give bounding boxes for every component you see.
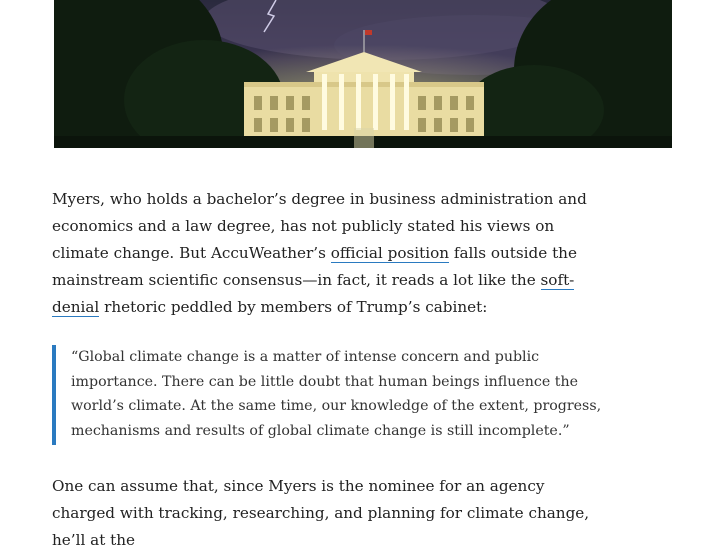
paragraph-text: falls outside the mainstream scientific consensus—in fact, it reads a lot like the <box>52 244 577 289</box>
paragraph-text: Myers, who holds a bachelor’s degree in business administration and economics and a law degree, has not publicly stated his views on climate change. But AccuWeather’s <box>52 190 587 262</box>
hero-image <box>54 0 672 148</box>
white-house-illustration <box>54 0 672 148</box>
official-position-link[interactable]: official position <box>330 244 450 262</box>
article-paragraph: One can assume that, since Myers is the nominee for an agency charged with tracking, researching, and planning for climate change, he’ll at the <box>52 477 590 549</box>
flag <box>365 30 372 35</box>
paragraph-text: rhetoric peddled by members of Trump’s cabinet: <box>99 298 488 316</box>
soft-denial-link[interactable]: soft-denial <box>52 271 575 316</box>
blockquote: “Global climate change is a matter of intense concern and public importance. There can be little doubt that human beings influence the world’s climate. At the same time, our knowledge of the extent, progress, mechanisms and results of global climate change is still incomplete.” <box>52 345 616 445</box>
article-paragraph <box>52 186 612 321</box>
